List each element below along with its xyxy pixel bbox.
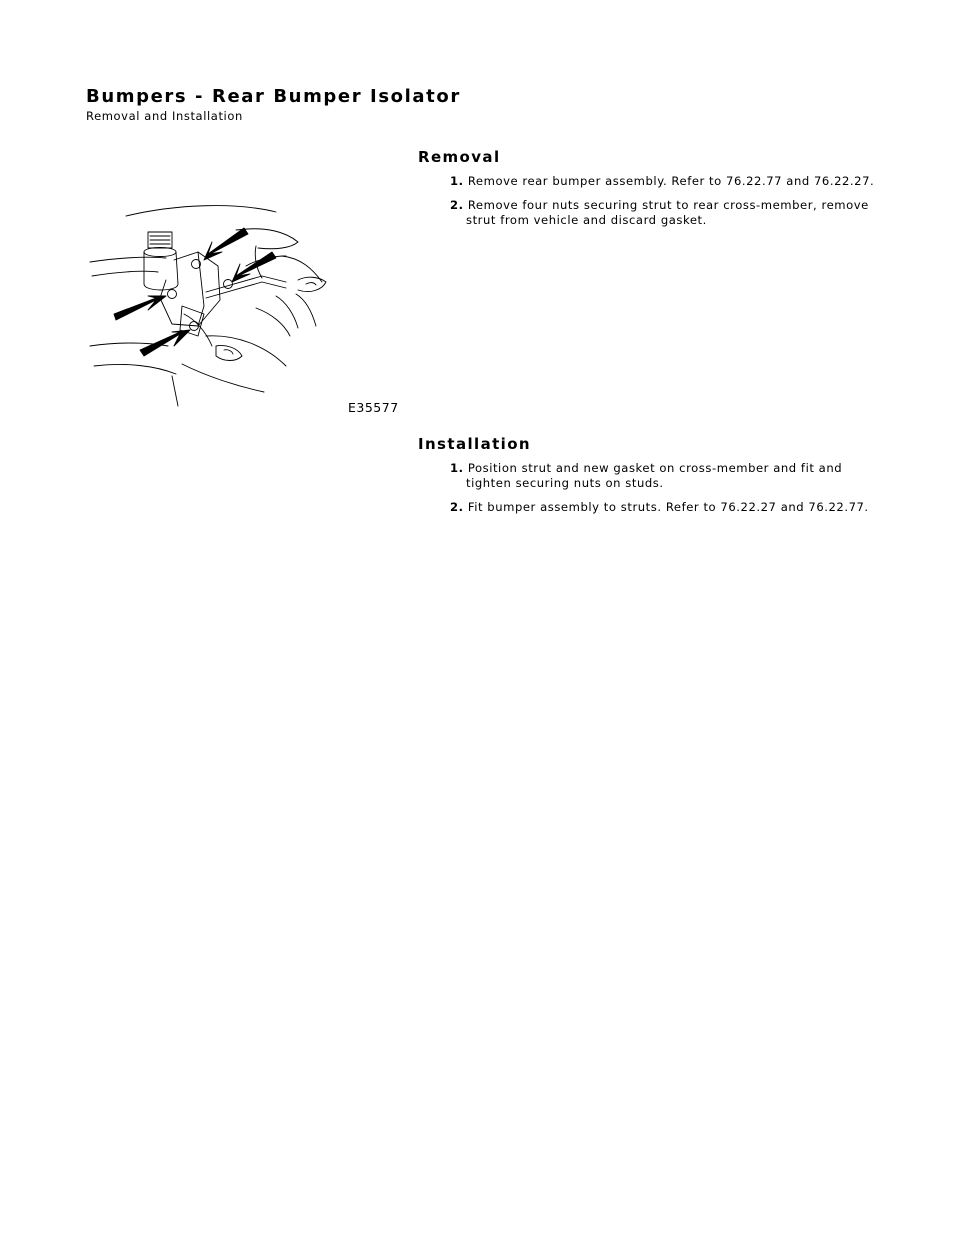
- list-item: [450, 500, 890, 515]
- page-subtitle: Removal and Installation: [86, 109, 243, 123]
- installation-steps: [450, 461, 890, 524]
- list-item: [450, 174, 890, 189]
- step-text: Fit bumper assembly to struts. Refer to 76.22.27 and 76.22.77.: [467, 500, 869, 514]
- page-title: Bumpers - Rear Bumper Isolator: [86, 86, 461, 107]
- step-number: 2.: [450, 500, 464, 514]
- list-item: [450, 198, 890, 228]
- step-number: 1.: [450, 461, 464, 475]
- step-text: Position strut and new gasket on cross-member and fit and tighten securing nuts on studs.: [466, 461, 843, 490]
- rear-bumper-isolator-illustration-icon: [86, 196, 398, 418]
- step-number: 2.: [450, 198, 464, 212]
- step-text: Remove four nuts securing strut to rear cross-member, remove strut from vehicle and discard gasket.: [466, 198, 869, 227]
- installation-heading: Installation: [418, 435, 531, 453]
- removal-steps: [450, 174, 890, 237]
- list-item: [450, 461, 890, 491]
- step-text: Remove rear bumper assembly. Refer to 76.22.77 and 76.22.27.: [467, 174, 875, 188]
- figure-id: E35577: [348, 400, 399, 415]
- removal-heading: Removal: [418, 148, 501, 166]
- figure: [86, 196, 398, 418]
- step-number: 1.: [450, 174, 464, 188]
